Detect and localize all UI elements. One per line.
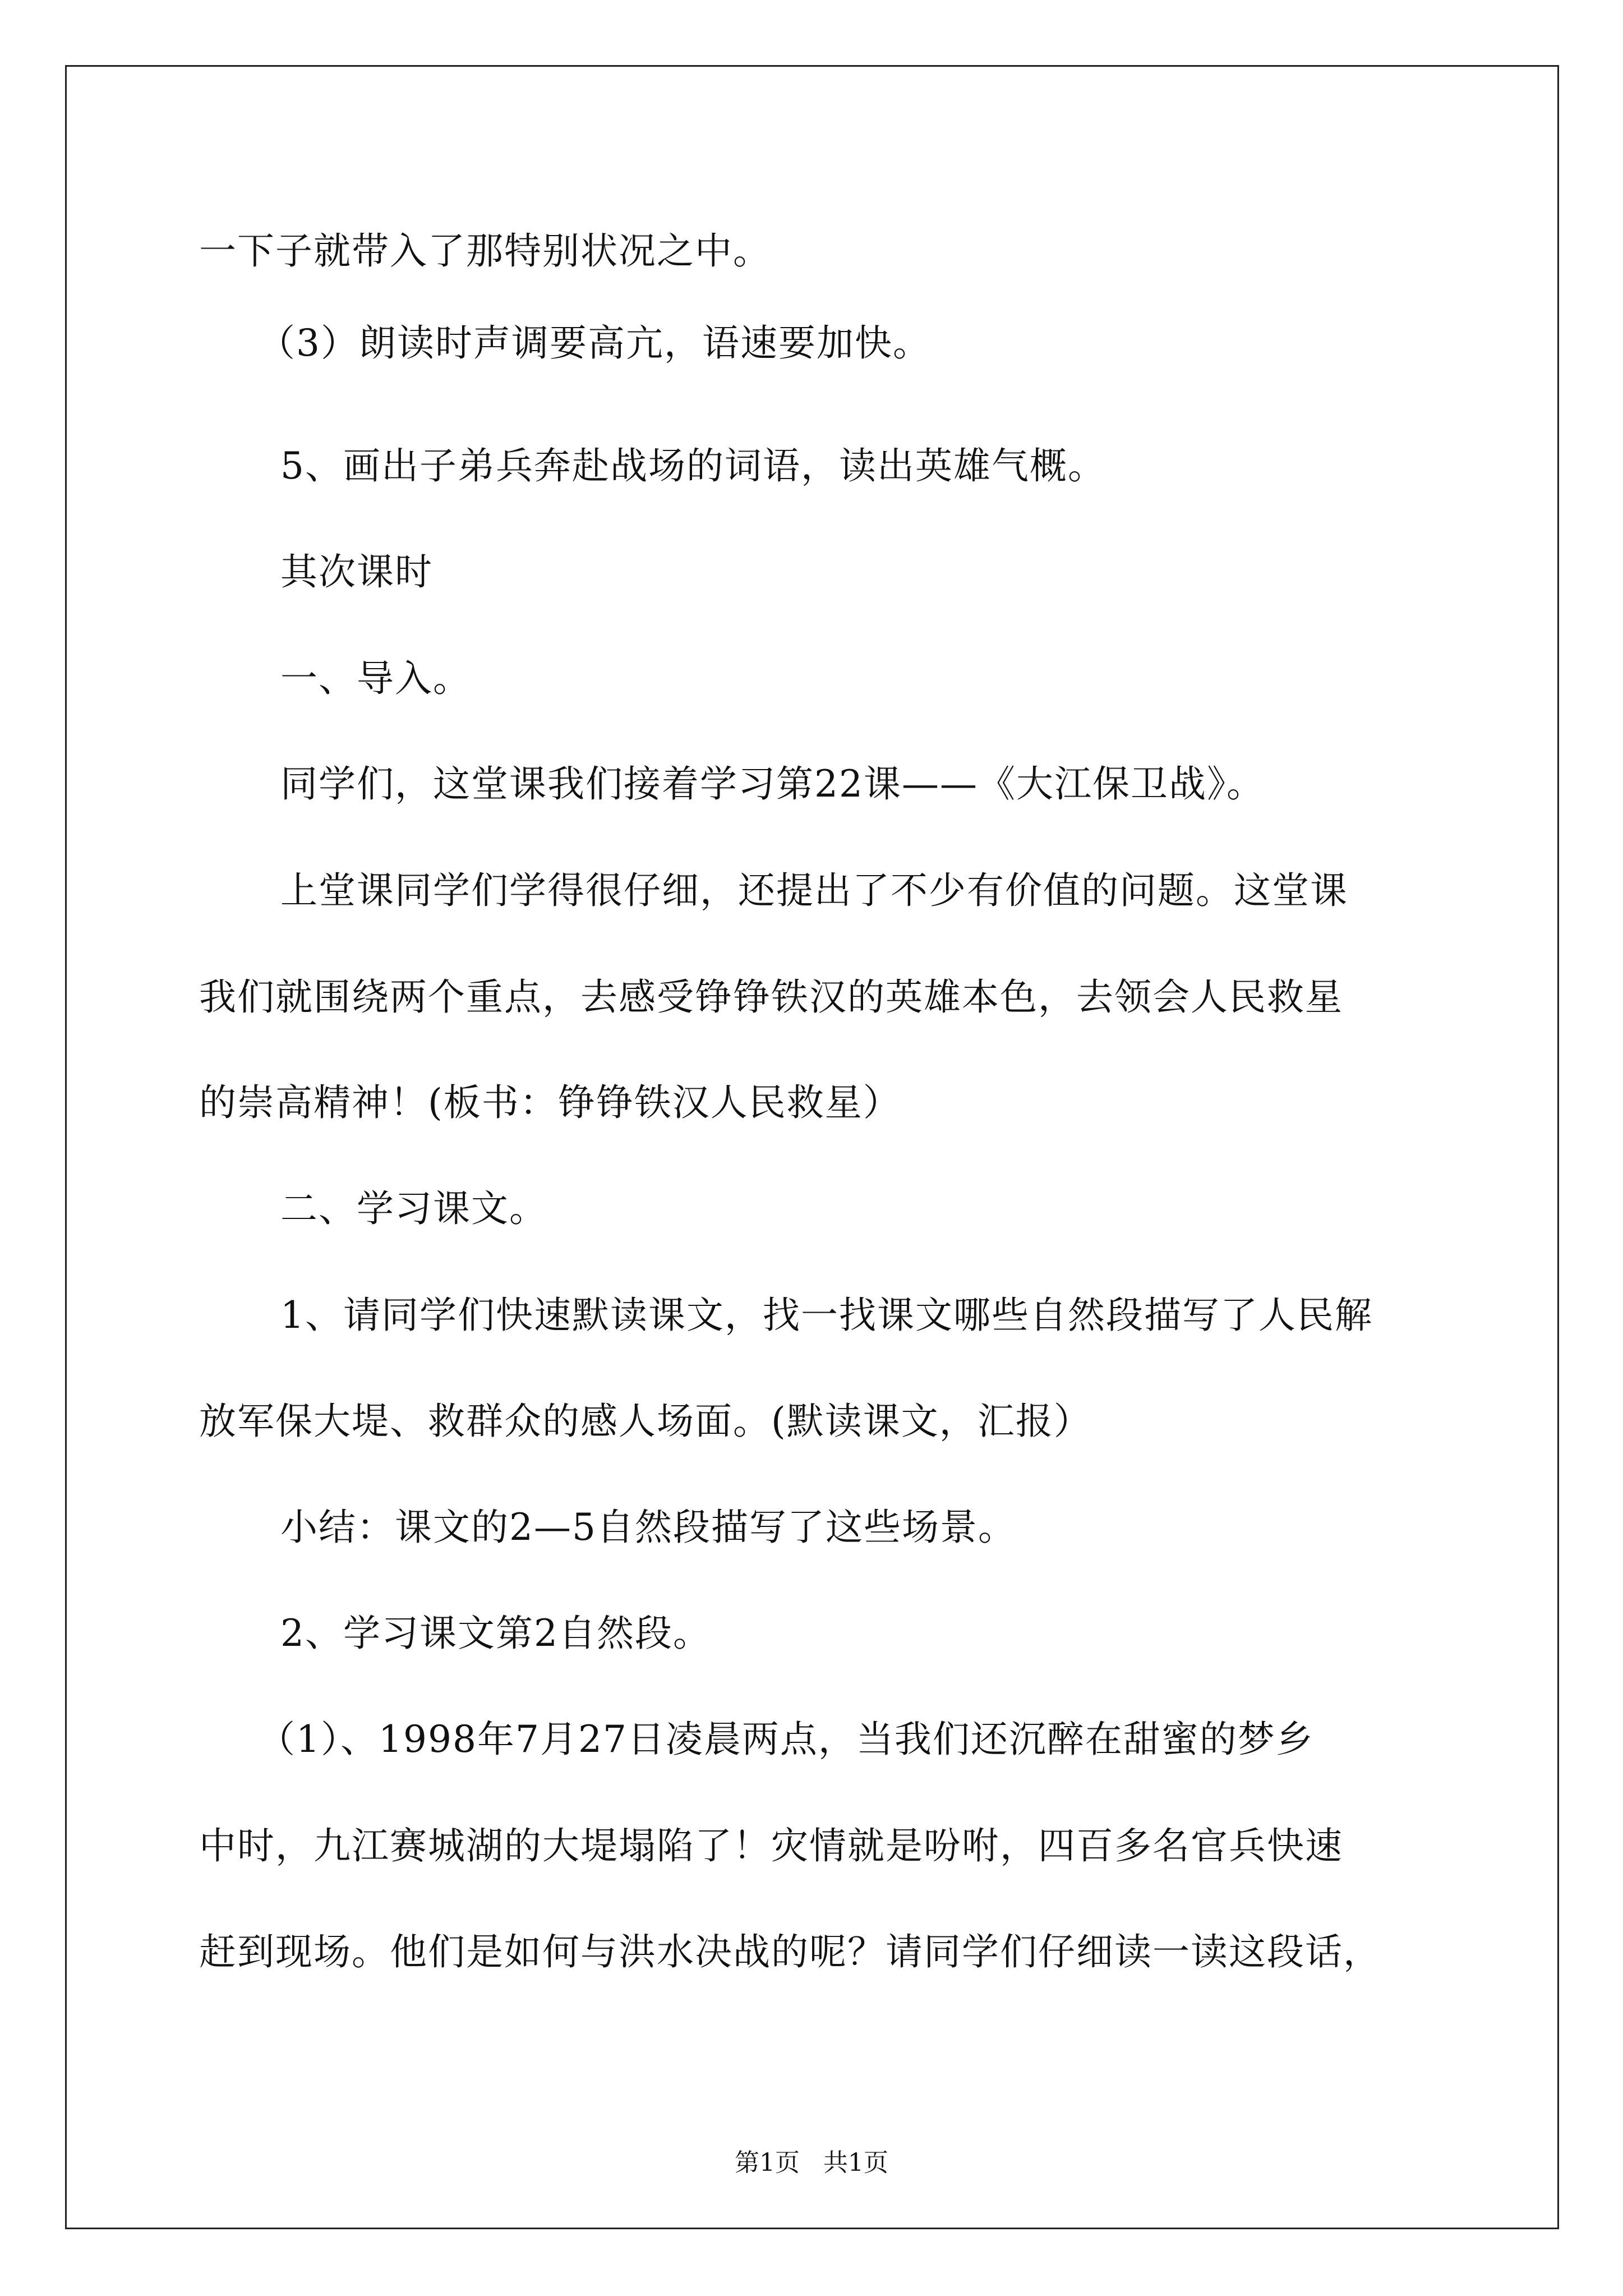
text-line: （3）朗读时声调要高亢，语速要加快。 (258, 321, 931, 365)
text-line: 我们就围绕两个重点，去感受铮铮铁汉的英雄本色，去领会人民救星 (199, 976, 1343, 1019)
text-line: 2、学习课文第2自然段。 (280, 1612, 711, 1655)
text-line: 同学们，这堂课我们接着学习第22课——《大江保卫战》。 (280, 762, 1265, 806)
text-line: 其次课时 (280, 550, 433, 593)
text-line: （1）、1998年7月27日凌晨两点，当我们还沉醉在甜蜜的梦乡 (258, 1718, 1314, 1761)
text-line: 二、学习课文。 (280, 1187, 547, 1230)
text-line: 5、画出子弟兵奔赴战场的词语，读出英雄气概。 (280, 444, 1106, 487)
text-line: 上堂课同学们学得很仔细，还提出了不少有价值的问题。这堂课 (280, 869, 1348, 912)
text-line: 放军保大堤、救群众的感人场面。(默读课文，汇报） (199, 1400, 1092, 1443)
text-line: 一下子就带入了那特别状况之中。 (199, 229, 771, 273)
text-line: 1、请同学们快速默读课文，找一找课文哪些自然段描写了人民解 (280, 1294, 1373, 1337)
text-line: 一、导入。 (280, 657, 471, 700)
text-line: 中时，九江赛城湖的大堤塌陷了！灾情就是吩咐，四百多名官兵快速 (199, 1824, 1343, 1867)
text-line: 小结：课文的2—5自然段描写了这些场景。 (280, 1506, 1016, 1549)
text-line: 的崇高精神！(板书：铮铮铁汉人民救星） (199, 1081, 901, 1124)
page-footer: 第1页 共1页 (735, 2148, 888, 2177)
text-line: 赶到现场。他们是如何与洪水决战的呢？请同学们仔细读一读这段话， (199, 1930, 1381, 1973)
